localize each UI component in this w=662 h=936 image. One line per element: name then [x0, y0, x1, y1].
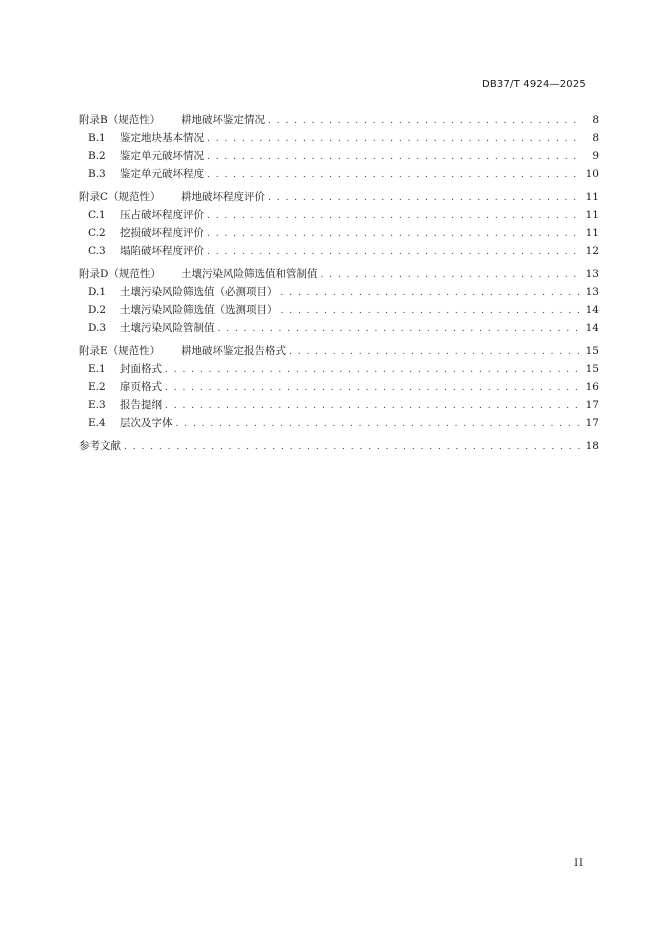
toc-entry-title: 鉴定单元破坏程度 — [120, 168, 204, 180]
toc-entry-title: 参考文献 — [79, 440, 121, 452]
toc-entry-page: 17 — [585, 399, 599, 411]
toc-entry[interactable] — [79, 414, 599, 432]
toc-entry-page: 9 — [592, 150, 599, 162]
toc-entry[interactable] — [79, 378, 599, 396]
toc-leader-dots — [207, 243, 582, 261]
toc-entry-title: 鉴定单元破坏情况 — [120, 150, 204, 162]
toc-leader-dots — [218, 320, 582, 338]
toc-leader-dots — [124, 438, 582, 456]
toc-leader-dots — [165, 379, 582, 397]
toc-leader-dots — [207, 207, 582, 225]
toc-entry-title: 土壤污染风险管制值 — [120, 322, 215, 334]
toc-entry-title: 土壤污染风险筛选值（选测项目） — [120, 304, 278, 316]
toc-entry[interactable] — [79, 360, 599, 378]
toc-entry[interactable] — [79, 437, 599, 455]
toc-entry[interactable] — [79, 224, 599, 242]
toc-entry-title: 土壤污染风险筛选值和管制值 — [181, 268, 318, 280]
toc-entry-number: D.1 — [88, 286, 107, 298]
toc-entry-number: B.1 — [88, 132, 106, 144]
toc-entry-title: 挖损破坏程度评价 — [120, 227, 204, 239]
toc-entry-page: 17 — [585, 417, 599, 429]
toc-leader-dots — [281, 302, 582, 320]
toc-entry-number: C.2 — [88, 227, 106, 239]
toc-entry-title: 报告提纲 — [120, 399, 162, 411]
toc-leader-dots — [207, 148, 583, 166]
table-of-contents — [79, 111, 599, 455]
toc-entry-page: 15 — [585, 363, 599, 375]
toc-entry-page: 8 — [592, 114, 599, 126]
toc-entry-number: D.3 — [88, 322, 107, 334]
toc-entry-title: 扉页格式 — [120, 381, 162, 393]
toc-entry-number: 附录E（规范性） — [79, 345, 161, 357]
toc-entry-number: B.2 — [88, 150, 106, 162]
toc-leader-dots — [207, 225, 582, 243]
toc-entry-title: 耕地破坏程度评价 — [181, 191, 265, 203]
toc-entry[interactable] — [79, 342, 599, 360]
toc-entry-number: 附录B（规范性） — [79, 114, 161, 126]
toc-entry-title: 压占破坏程度评价 — [120, 209, 204, 221]
toc-entry-title: 耕地破坏鉴定报告格式 — [181, 345, 286, 357]
toc-entry-number: C.1 — [88, 209, 106, 221]
toc-entry[interactable] — [79, 319, 599, 337]
toc-entry-number: 附录C（规范性） — [79, 191, 161, 203]
toc-entry-title: 层次及字体 — [120, 417, 173, 429]
toc-entry[interactable] — [79, 265, 599, 283]
toc-entry-page: 13 — [585, 286, 599, 298]
toc-entry[interactable] — [79, 206, 599, 224]
toc-leader-dots — [268, 189, 582, 207]
toc-entry[interactable] — [79, 111, 599, 129]
toc-entry[interactable] — [79, 129, 599, 147]
toc-entry-number: E.1 — [88, 363, 106, 375]
toc-entry-number: B.3 — [88, 168, 106, 180]
toc-entry[interactable] — [79, 283, 599, 301]
toc-entry[interactable] — [79, 396, 599, 414]
toc-leader-dots — [207, 166, 582, 184]
page-number: II — [574, 858, 584, 869]
toc-entry-page: 14 — [585, 304, 599, 316]
toc-entry-number: E.2 — [88, 381, 106, 393]
toc-entry[interactable] — [79, 242, 599, 260]
toc-entry-page: 14 — [585, 322, 599, 334]
toc-entry-page: 12 — [585, 245, 599, 257]
toc-entry-page: 11 — [585, 209, 599, 221]
toc-entry-page: 13 — [585, 268, 599, 280]
toc-leader-dots — [268, 112, 583, 130]
toc-entry-page: 16 — [585, 381, 599, 393]
toc-entry-title: 鉴定地块基本情况 — [120, 132, 204, 144]
toc-leader-dots — [289, 343, 582, 361]
toc-entry-page: 15 — [585, 345, 599, 357]
toc-entry-title: 封面格式 — [120, 363, 162, 375]
toc-entry-number: E.4 — [88, 417, 106, 429]
toc-leader-dots — [176, 415, 582, 433]
toc-entry-page: 8 — [592, 132, 599, 144]
toc-entry-title: 土壤污染风险筛选值（必测项目） — [120, 286, 278, 298]
toc-leader-dots — [165, 397, 582, 415]
toc-entry[interactable] — [79, 188, 599, 206]
toc-entry[interactable] — [79, 147, 599, 165]
toc-entry-number: 附录D（规范性） — [79, 268, 161, 280]
toc-entry-page: 10 — [585, 168, 599, 180]
toc-entry-page: 11 — [585, 227, 599, 239]
toc-leader-dots — [165, 361, 582, 379]
toc-entry-number: D.2 — [88, 304, 107, 316]
toc-entry-number: E.3 — [88, 399, 106, 411]
toc-leader-dots — [321, 266, 582, 284]
toc-entry-page: 18 — [585, 440, 599, 452]
toc-entry-title: 耕地破坏鉴定情况 — [181, 114, 265, 126]
toc-leader-dots — [281, 284, 582, 302]
toc-entry-page: 11 — [585, 191, 599, 203]
toc-entry[interactable] — [79, 165, 599, 183]
toc-entry[interactable] — [79, 301, 599, 319]
toc-entry-title: 塌陷破坏程度评价 — [120, 245, 204, 257]
document-code: DB37/T 4924—2025 — [481, 79, 586, 90]
toc-leader-dots — [207, 130, 583, 148]
toc-entry-number: C.3 — [88, 245, 106, 257]
